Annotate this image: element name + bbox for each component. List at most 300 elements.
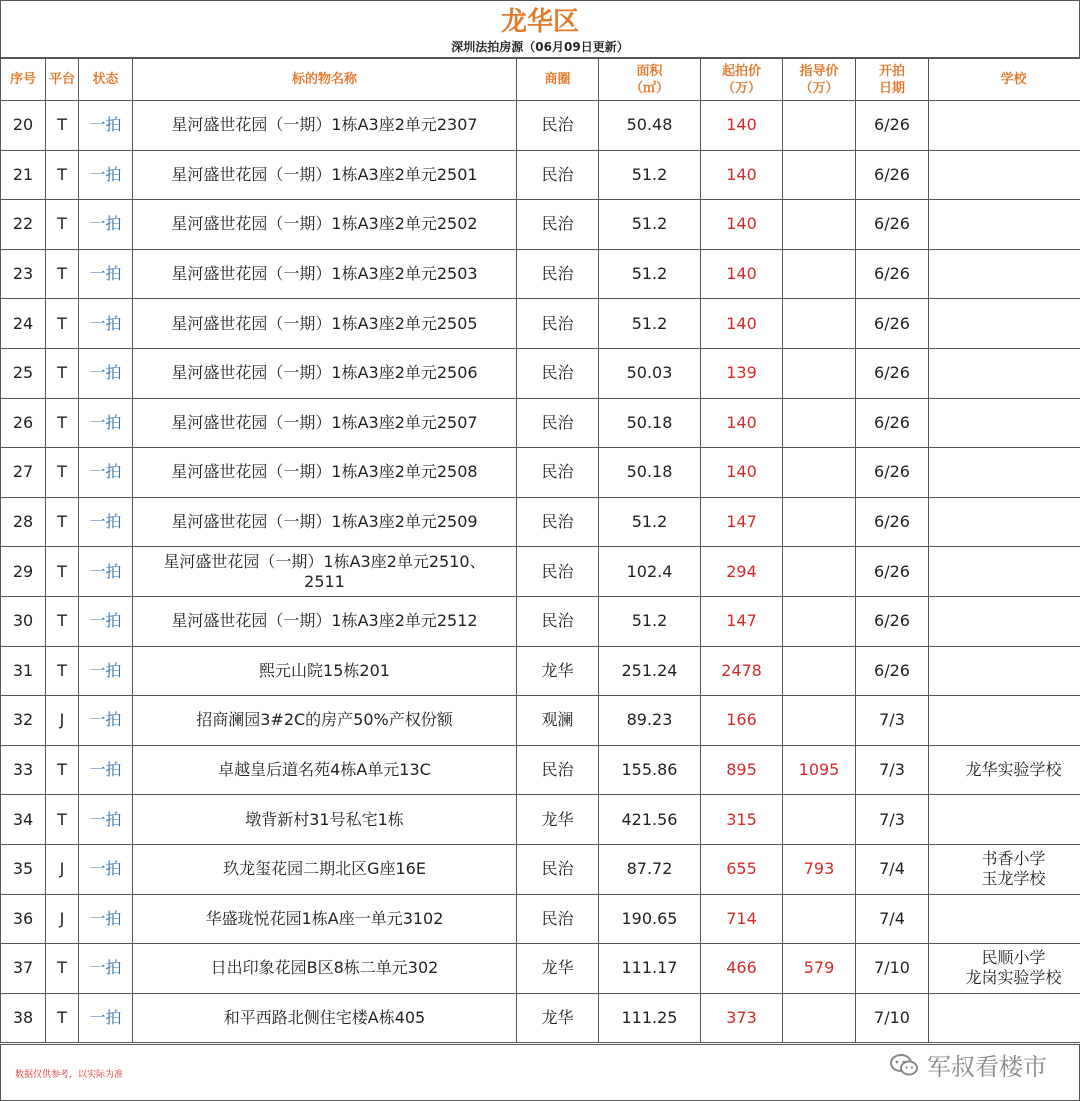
cell-text: 421.56 <box>621 809 678 829</box>
cell-text: 民治 <box>541 264 574 284</box>
cell-guide-price <box>783 596 856 646</box>
page-subtitle: 深圳法拍房源（06月09日更新） <box>451 40 629 54</box>
cell-text: 140 <box>726 214 757 234</box>
table-row <box>1 646 1080 696</box>
cell-district <box>517 299 599 349</box>
cell-name <box>133 993 517 1043</box>
cell-platform <box>46 795 79 845</box>
cell-status <box>79 745 133 795</box>
cell-school <box>929 993 1080 1043</box>
cell-text: 147 <box>726 611 757 631</box>
cell-text: 龙华实验学校 <box>965 760 1062 780</box>
column-header-unit: （㎡） <box>629 80 669 96</box>
cell-text: 373 <box>726 1007 757 1027</box>
cell-school <box>929 348 1080 398</box>
cell-text: 25 <box>12 363 34 383</box>
cell-name <box>133 299 517 349</box>
cell-school <box>929 448 1080 498</box>
cell-text: 7/10 <box>874 958 910 978</box>
cell-status <box>79 398 133 448</box>
cell-start-price <box>701 696 783 746</box>
cell-text: 89.23 <box>626 710 673 730</box>
cell-text: 111.17 <box>621 958 678 978</box>
cell-text: 一拍 <box>89 611 122 631</box>
cell-platform <box>46 150 79 200</box>
column-header-platform <box>46 59 79 101</box>
cell-text: 日出印象花园B区8栋二单元302 <box>210 958 439 978</box>
cell-area <box>599 497 701 547</box>
cell-text: 38 <box>12 1007 34 1027</box>
cell-district <box>517 200 599 250</box>
cell-no <box>1 299 46 349</box>
cell-school <box>929 200 1080 250</box>
cell-school <box>929 249 1080 299</box>
cell-no <box>1 596 46 646</box>
table-row <box>1 596 1080 646</box>
cell-district <box>517 497 599 547</box>
cell-area <box>599 448 701 498</box>
table-row <box>1 745 1080 795</box>
column-header-label: 指导价 <box>799 63 839 79</box>
cell-text: 6/26 <box>874 214 910 234</box>
cell-text: 一拍 <box>89 462 122 482</box>
cell-school <box>929 894 1080 944</box>
cell-text: 27 <box>12 462 34 482</box>
cell-name <box>133 348 517 398</box>
cell-text: 22 <box>12 214 34 234</box>
page-title: 龙华区 <box>500 7 579 37</box>
cell-text: 37 <box>12 958 34 978</box>
cell-text: 2478 <box>721 660 762 680</box>
cell-text: 一拍 <box>89 710 122 730</box>
cell-text: 21 <box>12 164 34 184</box>
cell-name <box>133 696 517 746</box>
cell-no <box>1 497 46 547</box>
cell-start-price <box>701 398 783 448</box>
cell-platform <box>46 547 79 597</box>
cell-status <box>79 795 133 845</box>
cell-start-price <box>701 596 783 646</box>
cell-status <box>79 150 133 200</box>
cell-name <box>133 200 517 250</box>
cell-guide-price <box>783 993 856 1043</box>
cell-text: 51.2 <box>631 512 668 532</box>
wechat-icon <box>889 1053 919 1077</box>
cell-area <box>599 299 701 349</box>
cell-district <box>517 150 599 200</box>
cell-name <box>133 894 517 944</box>
cell-date <box>856 944 929 994</box>
cell-school <box>929 844 1080 894</box>
cell-area <box>599 844 701 894</box>
column-header-start-price <box>701 59 783 101</box>
cell-platform <box>46 993 79 1043</box>
column-header-label: 开拍 <box>878 63 905 79</box>
cell-status <box>79 101 133 151</box>
cell-text: 一拍 <box>89 512 122 532</box>
cell-text: 7/4 <box>879 859 905 879</box>
cell-date <box>856 547 929 597</box>
cell-name <box>133 596 517 646</box>
cell-text: T <box>57 660 67 680</box>
cell-platform <box>46 398 79 448</box>
column-header-district <box>517 59 599 101</box>
cell-text: 26 <box>12 412 34 432</box>
cell-start-price <box>701 249 783 299</box>
cell-text: 星河盛世花园（一期）1栋A3座2单元2506 <box>171 363 478 383</box>
cell-no <box>1 101 46 151</box>
cell-no <box>1 696 46 746</box>
cell-text: 1095 <box>798 760 840 780</box>
column-header-guide-price <box>783 59 856 101</box>
column-header-label: 起拍价 <box>721 63 761 79</box>
cell-text: 35 <box>12 859 34 879</box>
cell-school <box>929 150 1080 200</box>
cell-platform <box>46 249 79 299</box>
cell-guide-price <box>783 944 856 994</box>
cell-district <box>517 745 599 795</box>
cell-text: 7/3 <box>879 809 905 829</box>
cell-area <box>599 696 701 746</box>
cell-text: 7/10 <box>874 1007 910 1027</box>
cell-text: 招商澜园3#2C的房产50%产权份额 <box>196 710 453 730</box>
cell-text: 民治 <box>541 760 574 780</box>
cell-district <box>517 249 599 299</box>
cell-text: 6/26 <box>874 660 910 680</box>
cell-start-price <box>701 944 783 994</box>
cell-text: 24 <box>12 313 34 333</box>
table-row <box>1 101 1080 151</box>
cell-text: 观澜 <box>541 710 574 730</box>
cell-text: 一拍 <box>89 958 122 978</box>
cell-area <box>599 150 701 200</box>
cell-status <box>79 200 133 250</box>
cell-district <box>517 795 599 845</box>
cell-text: 190.65 <box>621 908 678 928</box>
cell-guide-price <box>783 696 856 746</box>
cell-name <box>133 398 517 448</box>
cell-text: 民治 <box>541 512 574 532</box>
cell-platform <box>46 299 79 349</box>
cell-platform <box>46 844 79 894</box>
cell-name <box>133 150 517 200</box>
cell-start-price <box>701 348 783 398</box>
table-row <box>1 348 1080 398</box>
table-row <box>1 150 1080 200</box>
cell-guide-price <box>783 795 856 845</box>
cell-school <box>929 944 1080 994</box>
cell-name <box>133 944 517 994</box>
cell-start-price <box>701 497 783 547</box>
cell-start-price <box>701 200 783 250</box>
cell-text: 一拍 <box>89 164 122 184</box>
cell-platform <box>46 348 79 398</box>
cell-date <box>856 497 929 547</box>
column-header-label: 标的物名称 <box>291 72 357 87</box>
cell-text: 36 <box>12 908 34 928</box>
cell-date <box>856 596 929 646</box>
cell-date <box>856 745 929 795</box>
cell-date <box>856 249 929 299</box>
cell-date <box>856 646 929 696</box>
cell-text: 7/3 <box>879 710 905 730</box>
cell-area <box>599 993 701 1043</box>
cell-text: J <box>59 859 65 879</box>
cell-text: 51.2 <box>631 611 668 631</box>
column-header-unit: 日期 <box>878 80 905 96</box>
cell-date <box>856 894 929 944</box>
watermark <box>889 1047 1047 1082</box>
cell-status <box>79 596 133 646</box>
cell-text: 一拍 <box>89 859 122 879</box>
cell-start-price <box>701 894 783 944</box>
column-header-date <box>856 59 929 101</box>
cell-text: 147 <box>726 512 757 532</box>
cell-text: 星河盛世花园（一期）1栋A3座2单元2510、 2511 <box>163 551 486 591</box>
column-header-unit: （万） <box>721 80 761 96</box>
cell-status <box>79 646 133 696</box>
cell-no <box>1 150 46 200</box>
cell-no <box>1 249 46 299</box>
table-row <box>1 944 1080 994</box>
cell-guide-price <box>783 745 856 795</box>
cell-text: 6/26 <box>874 363 910 383</box>
cell-name <box>133 448 517 498</box>
cell-guide-price <box>783 497 856 547</box>
cell-text: 星河盛世花园（一期）1栋A3座2单元2501 <box>171 164 478 184</box>
cell-guide-price <box>783 150 856 200</box>
cell-platform <box>46 745 79 795</box>
table-row <box>1 200 1080 250</box>
cell-text: 50.48 <box>626 115 673 135</box>
cell-text: 140 <box>726 115 757 135</box>
cell-guide-price <box>783 398 856 448</box>
cell-status <box>79 894 133 944</box>
column-header-unit: （万） <box>799 80 839 96</box>
cell-area <box>599 200 701 250</box>
cell-start-price <box>701 299 783 349</box>
cell-text: 51.2 <box>631 164 668 184</box>
cell-text: 294 <box>726 561 757 581</box>
cell-date <box>856 150 929 200</box>
cell-text: T <box>57 958 67 978</box>
cell-text: 50.18 <box>626 412 673 432</box>
cell-text: 251.24 <box>621 660 678 680</box>
column-header-name <box>133 59 517 101</box>
cell-text: T <box>57 214 67 234</box>
cell-text: 6/26 <box>874 462 910 482</box>
cell-start-price <box>701 993 783 1043</box>
cell-text: 星河盛世花园（一期）1栋A3座2单元2502 <box>171 214 478 234</box>
cell-status <box>79 249 133 299</box>
footer <box>0 1044 1080 1101</box>
cell-platform <box>46 101 79 151</box>
cell-text: 23 <box>12 264 34 284</box>
table-row <box>1 497 1080 547</box>
cell-text: T <box>57 1007 67 1027</box>
cell-status <box>79 993 133 1043</box>
table-row <box>1 547 1080 597</box>
cell-name <box>133 547 517 597</box>
cell-district <box>517 348 599 398</box>
cell-text: 一拍 <box>89 363 122 383</box>
cell-status <box>79 944 133 994</box>
cell-text: 6/26 <box>874 512 910 532</box>
cell-text: 20 <box>12 115 34 135</box>
cell-text: 102.4 <box>626 561 673 581</box>
cell-text: 140 <box>726 462 757 482</box>
cell-text: T <box>57 363 67 383</box>
cell-text: 民治 <box>541 412 574 432</box>
cell-area <box>599 249 701 299</box>
cell-platform <box>46 894 79 944</box>
cell-date <box>856 200 929 250</box>
cell-text: 一拍 <box>89 313 122 333</box>
cell-date <box>856 348 929 398</box>
cell-guide-price <box>783 894 856 944</box>
cell-guide-price <box>783 249 856 299</box>
cell-text: 28 <box>12 512 34 532</box>
cell-guide-price <box>783 547 856 597</box>
column-header-label: 序号 <box>9 72 36 87</box>
cell-text: 111.25 <box>621 1007 678 1027</box>
cell-text: 6/26 <box>874 115 910 135</box>
cell-text: 6/26 <box>874 561 910 581</box>
column-header-area <box>599 59 701 101</box>
cell-text: 655 <box>726 859 757 879</box>
column-header-label: 学校 <box>1000 72 1027 87</box>
cell-area <box>599 398 701 448</box>
cell-text: 7/4 <box>879 908 905 928</box>
cell-text: 51.2 <box>631 313 668 333</box>
cell-guide-price <box>783 101 856 151</box>
cell-text: 星河盛世花园（一期）1栋A3座2单元2512 <box>171 611 478 631</box>
cell-text: 星河盛世花园（一期）1栋A3座2单元2503 <box>171 264 478 284</box>
cell-status <box>79 696 133 746</box>
cell-text: T <box>57 115 67 135</box>
cell-start-price <box>701 101 783 151</box>
cell-text: 315 <box>726 809 757 829</box>
cell-text: T <box>57 313 67 333</box>
cell-text: 29 <box>12 561 34 581</box>
cell-text: T <box>57 164 67 184</box>
listing-table <box>0 58 1080 1043</box>
cell-text: 140 <box>726 412 757 432</box>
cell-text: 一拍 <box>89 760 122 780</box>
cell-text: 龙华 <box>541 809 574 829</box>
cell-text: 民治 <box>541 115 574 135</box>
cell-date <box>856 795 929 845</box>
cell-district <box>517 844 599 894</box>
cell-district <box>517 448 599 498</box>
cell-text: 民治 <box>541 561 574 581</box>
cell-text: 华盛珑悦花园1栋A座一单元3102 <box>205 908 444 928</box>
watermark-text: 军叔看楼市 <box>927 1053 1047 1081</box>
cell-text: 一拍 <box>89 660 122 680</box>
cell-text: 140 <box>726 264 757 284</box>
column-header-school <box>929 59 1080 101</box>
cell-text: 6/26 <box>874 611 910 631</box>
cell-guide-price <box>783 299 856 349</box>
cell-text: 7/3 <box>879 760 905 780</box>
table-body <box>1 101 1080 1043</box>
cell-school <box>929 745 1080 795</box>
cell-text: 民治 <box>541 611 574 631</box>
cell-no <box>1 448 46 498</box>
cell-guide-price <box>783 448 856 498</box>
cell-guide-price <box>783 844 856 894</box>
column-header-label: 状态 <box>92 72 119 87</box>
cell-text: 民治 <box>541 214 574 234</box>
cell-text: 墩背新村31号私宅1栋 <box>245 809 404 829</box>
cell-text: T <box>57 462 67 482</box>
cell-district <box>517 101 599 151</box>
cell-district <box>517 894 599 944</box>
table-row <box>1 696 1080 746</box>
cell-start-price <box>701 150 783 200</box>
cell-text: 民治 <box>541 908 574 928</box>
cell-no <box>1 547 46 597</box>
cell-area <box>599 944 701 994</box>
cell-name <box>133 249 517 299</box>
cell-text: 书香小学 玉龙学校 <box>981 849 1046 889</box>
cell-date <box>856 993 929 1043</box>
cell-text: 一拍 <box>89 264 122 284</box>
cell-text: 一拍 <box>89 1007 122 1027</box>
cell-text: 140 <box>726 164 757 184</box>
cell-text: 33 <box>12 760 34 780</box>
table-row <box>1 448 1080 498</box>
cell-start-price <box>701 547 783 597</box>
cell-text: 民治 <box>541 859 574 879</box>
cell-date <box>856 398 929 448</box>
cell-text: 星河盛世花园（一期）1栋A3座2单元2507 <box>171 412 478 432</box>
title-box <box>0 0 1080 58</box>
cell-text: 31 <box>12 660 34 680</box>
cell-start-price <box>701 795 783 845</box>
cell-no <box>1 200 46 250</box>
cell-platform <box>46 646 79 696</box>
cell-date <box>856 448 929 498</box>
cell-no <box>1 844 46 894</box>
cell-text: 87.72 <box>626 859 673 879</box>
cell-text: 155.86 <box>621 760 678 780</box>
cell-area <box>599 646 701 696</box>
cell-no <box>1 993 46 1043</box>
cell-area <box>599 745 701 795</box>
cell-text: 6/26 <box>874 313 910 333</box>
header-row <box>1 59 1080 101</box>
cell-text: 6/26 <box>874 412 910 432</box>
cell-text: 一拍 <box>89 561 122 581</box>
cell-no <box>1 398 46 448</box>
cell-text: 34 <box>12 809 34 829</box>
cell-date <box>856 844 929 894</box>
cell-text: T <box>57 512 67 532</box>
cell-platform <box>46 448 79 498</box>
cell-text: J <box>59 908 65 928</box>
cell-guide-price <box>783 348 856 398</box>
cell-district <box>517 944 599 994</box>
cell-platform <box>46 944 79 994</box>
cell-name <box>133 844 517 894</box>
cell-status <box>79 547 133 597</box>
cell-status <box>79 348 133 398</box>
cell-text: 32 <box>12 710 34 730</box>
cell-date <box>856 101 929 151</box>
cell-text: 139 <box>726 363 757 383</box>
cell-district <box>517 696 599 746</box>
